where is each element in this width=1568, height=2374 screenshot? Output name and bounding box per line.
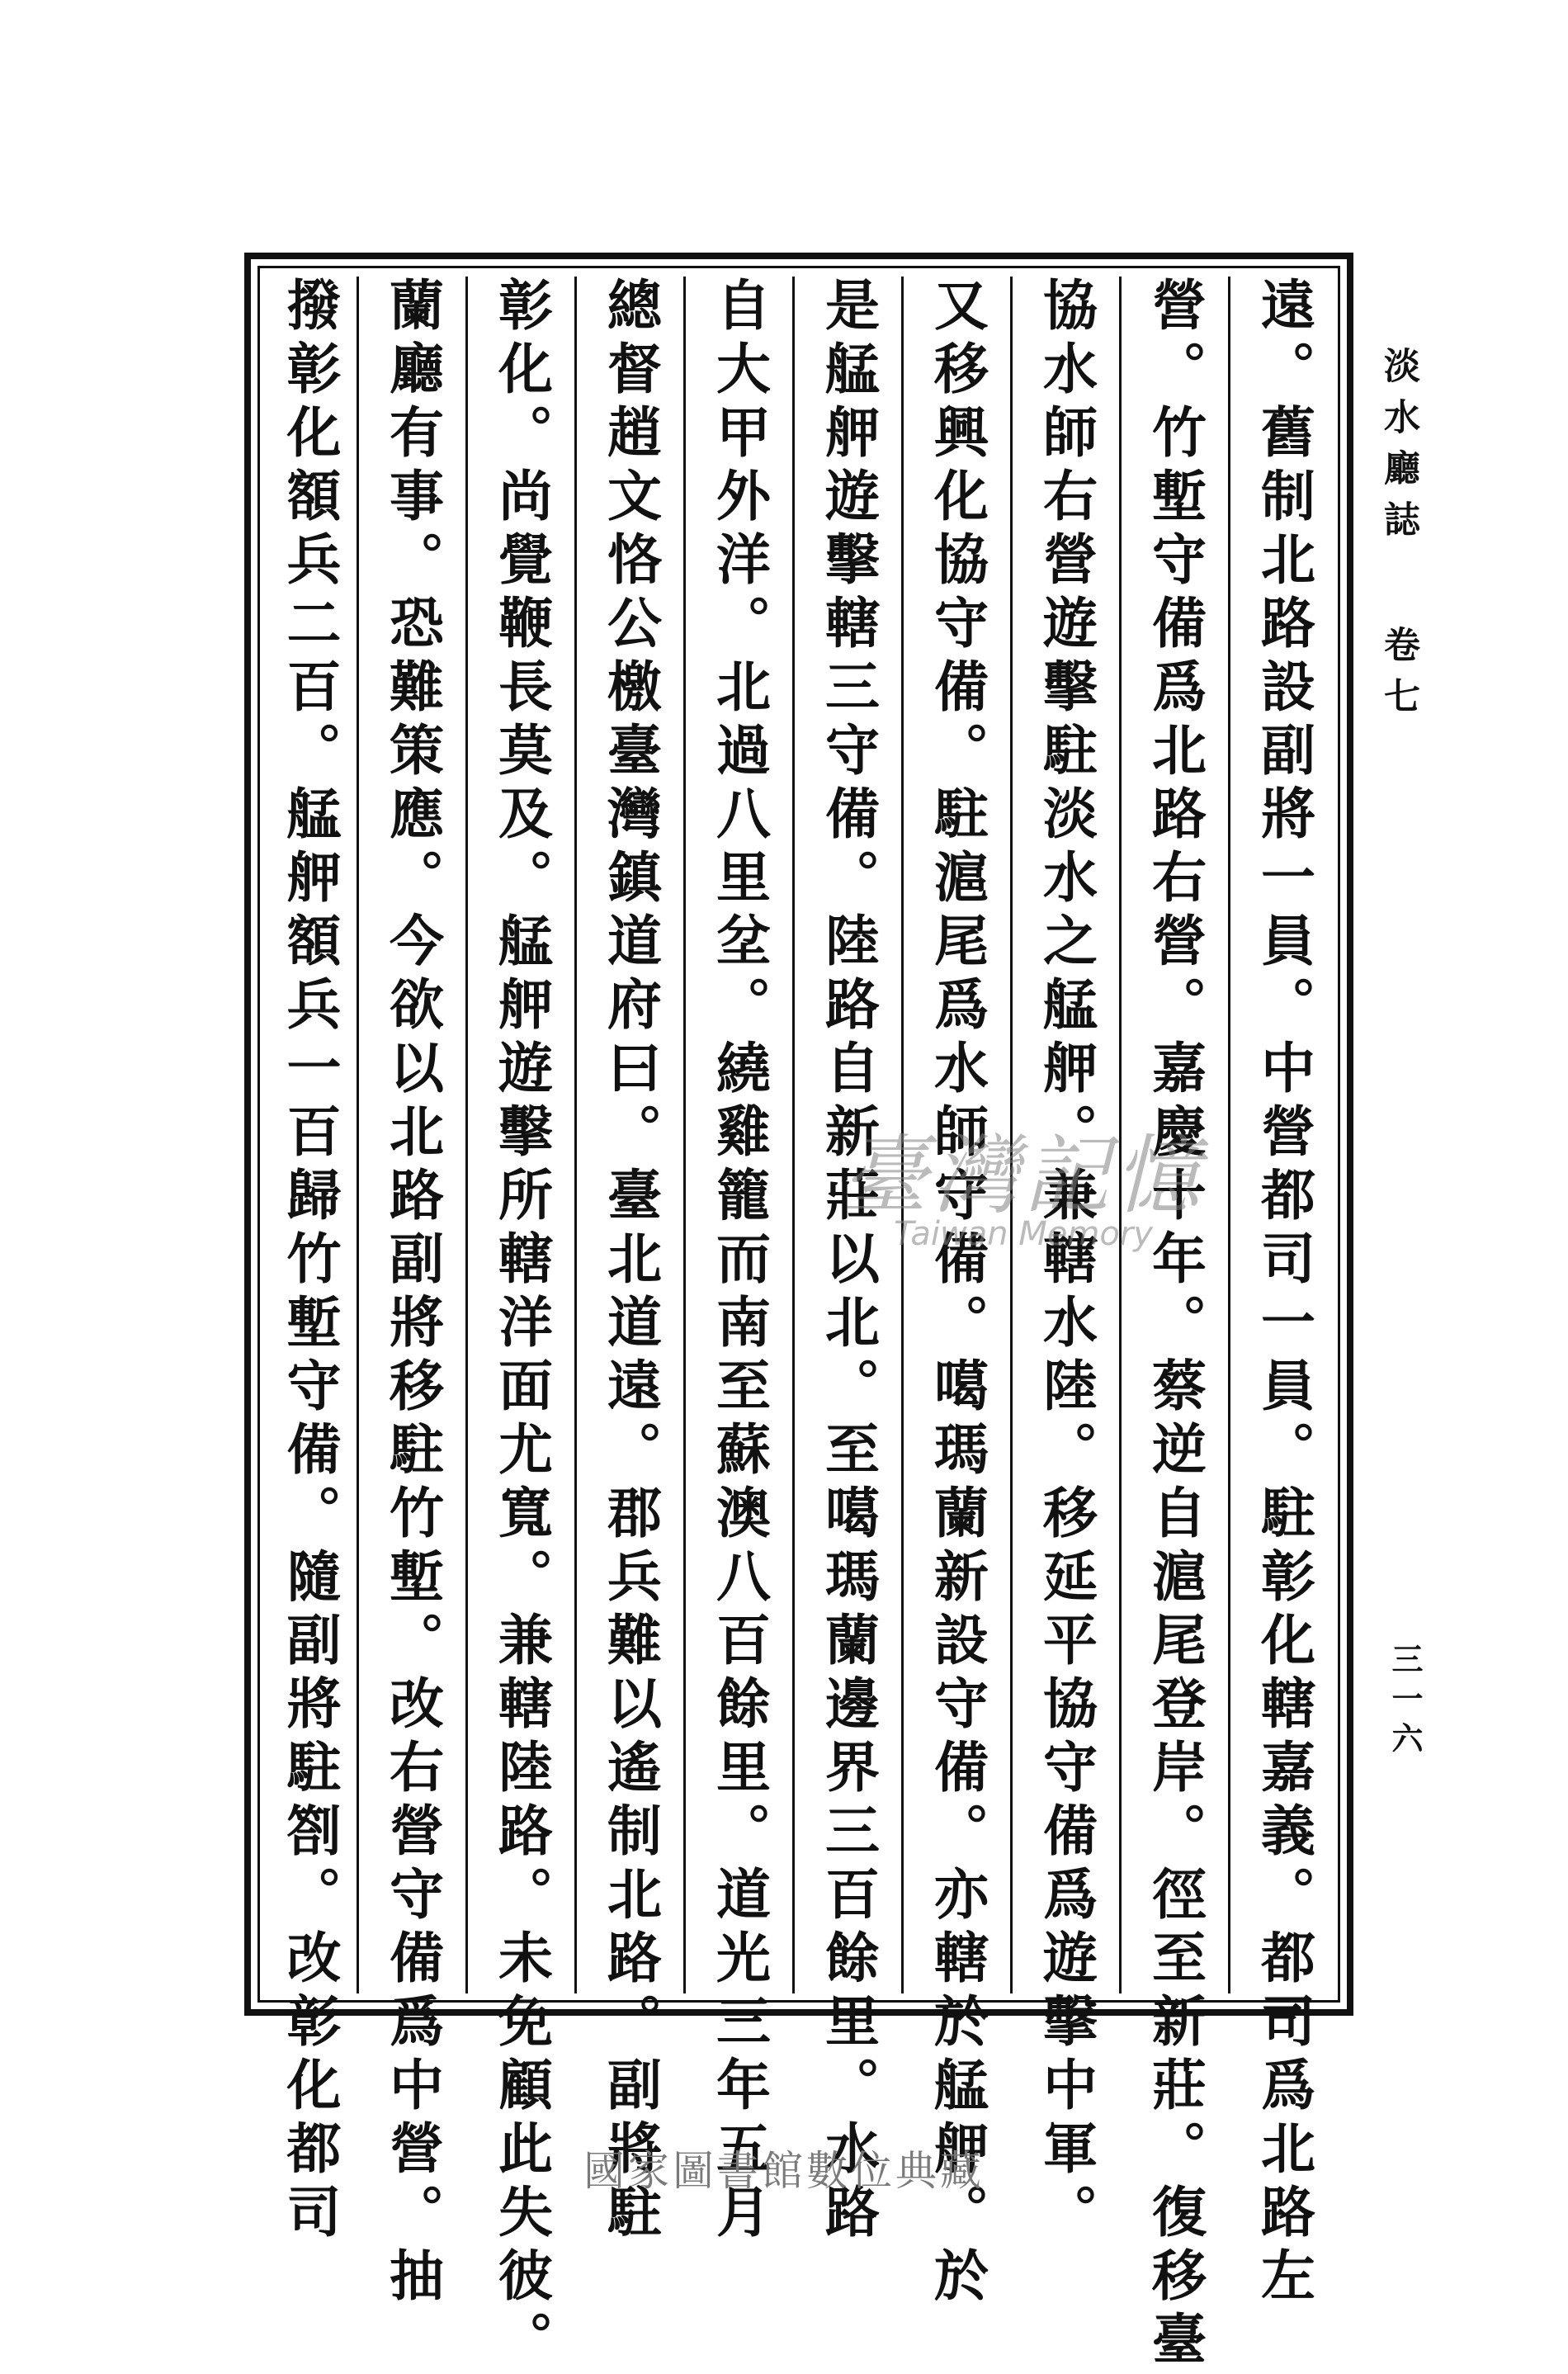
volume-label: 卷七 — [1377, 626, 1419, 728]
column-text: 協水師右營遊擊駐淡水之艋舺。兼轄水陸。移延平協守備爲遊擊中軍。 — [1033, 277, 1098, 2247]
column-text: 彰化。尚覺鞭長莫及。艋舺遊擊所轄洋面尤寬。兼轄陸路。未免顧此失彼。 — [489, 277, 554, 2374]
watermark-chinese: 臺灣記憶 — [841, 1125, 1205, 1226]
text-column-10 — [262, 277, 357, 2247]
book-header — [1367, 347, 1424, 728]
text-column-7 — [574, 277, 683, 2247]
text-column-6 — [683, 277, 792, 2247]
watermark — [792, 1106, 1254, 1271]
column-text: 蘭廳有事。恐難策應。今欲以北路副將移駐竹塹。改右營守備爲中營。抽 — [380, 277, 445, 2310]
watermark-english: Taiwan Memory — [894, 1215, 1153, 1253]
column-text: 撥彰化額兵二百。艋舺額兵一百歸竹塹守備。隨副將駐劄。改彰化都司 — [277, 277, 342, 2247]
column-text: 是艋舺遊擊轄三守備。陸路自新莊以北。至噶瑪蘭邊界三百餘里。水路 — [815, 277, 881, 2247]
column-text: 總督趙文恪公檄臺灣鎮道府曰。臺北道遠。郡兵難以遙制北路。副將駐 — [597, 277, 663, 2247]
column-text: 又移興化協守備。駐滬尾爲水師守備。噶瑪蘭新設守備。亦轄於艋舺。於 — [924, 277, 989, 2310]
text-column-9 — [357, 277, 465, 2310]
column-text: 營。竹塹守備爲北路右營。嘉慶十年。蔡逆自滬尾登岸。徑至新莊。復移臺 — [1142, 277, 1207, 2374]
column-text: 自大甲外洋。北過八里坌。繞雞籠而南至蘇澳八百餘里。道光三年五月 — [706, 277, 772, 2247]
book-title: 淡水廳誌 — [1377, 347, 1419, 551]
footer-credit: 國家圖書館數位典藏 — [583, 2147, 985, 2195]
column-text: 遠。舊制北路設副將一員。中營都司一員。駐彰化轄嘉義。都司爲北路左 — [1251, 277, 1316, 2310]
page-number: 三一六 — [1386, 1643, 1424, 1762]
text-column-8 — [465, 277, 574, 2374]
